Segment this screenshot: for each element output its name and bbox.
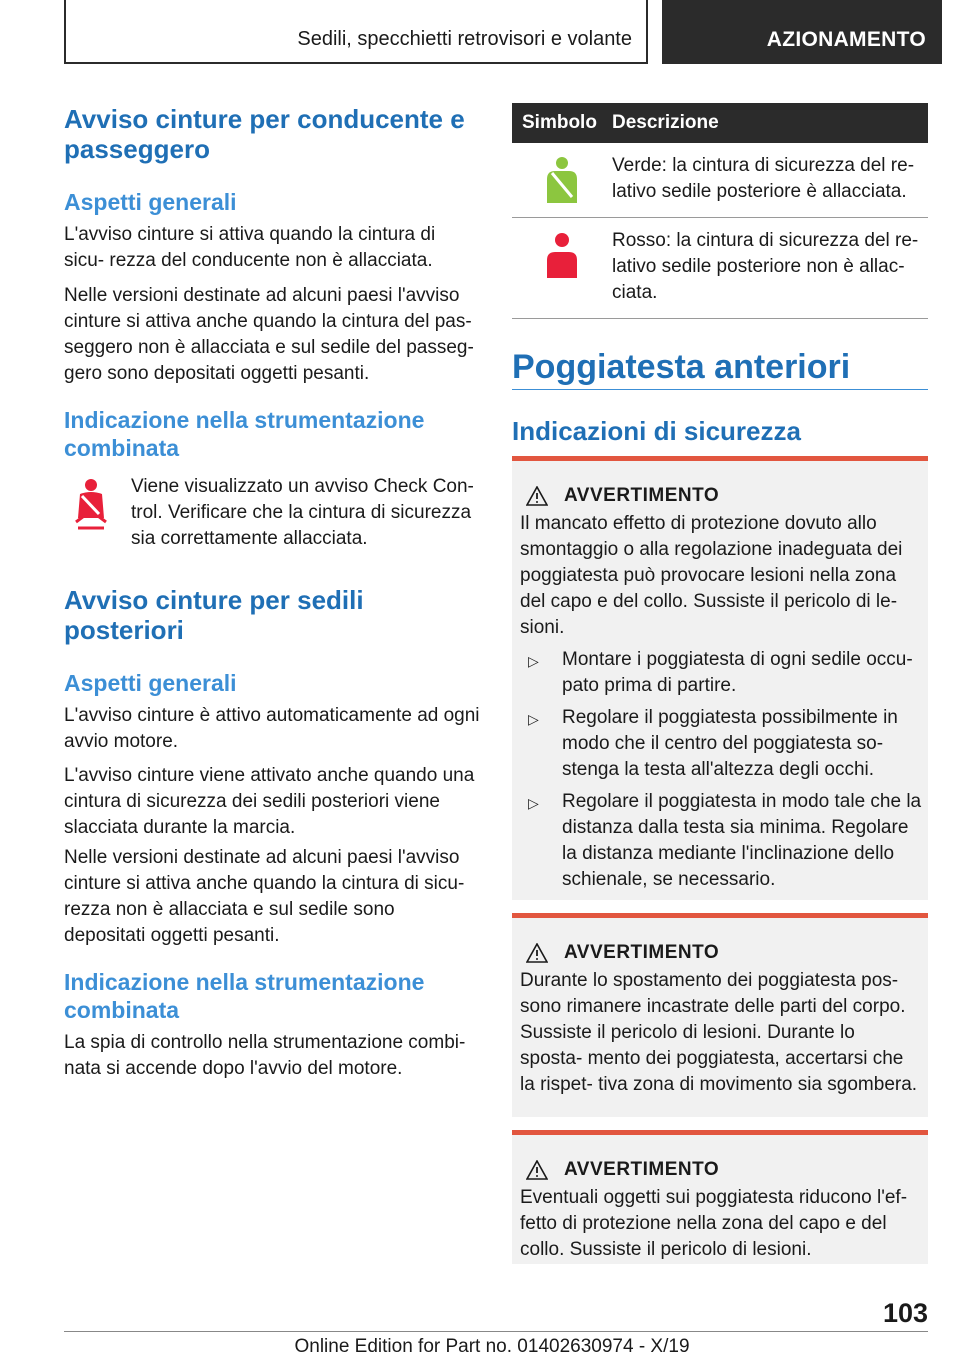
column-header-description: Descrizione: [612, 112, 719, 133]
section-heading-rear-belt: Avviso cinture per sedili posteriori: [64, 585, 364, 645]
warning-box: [512, 456, 928, 900]
warning-title: AVVERTIMENTO: [564, 485, 720, 506]
seat-occupant-red-icon: [545, 232, 579, 278]
paragraph: Nelle versioni destinate ad alcuni paesi l'avviso cinture si attiva anche quando la cintura di sicu- rezza non è allacciata e sul sedile sono depositati oggetti pesanti.: [64, 847, 465, 946]
column-header-symbol: Simbolo: [522, 112, 597, 133]
paragraph: La spia di controllo nella strumentazione combi- nata si accende dopo l'avvio del motore.: [64, 1032, 466, 1079]
subheading-safety: Indicazioni di sicurezza: [512, 416, 801, 446]
symbol-cell: [512, 218, 612, 318]
subheading-instrument-display: Indicazione nella strumentazione combinata: [64, 969, 425, 1023]
section-heading-driver-passenger-belt: Avviso cinture per conducente e passeggero: [64, 104, 465, 164]
footer-edition: Online Edition for Part no. 01402630974 - X/19: [294, 1336, 690, 1357]
list-item: [520, 705, 922, 783]
list-item-text: Regolare il poggiatesta in modo tale che la distanza dalla testa sia minima. Regolare la distanza mediante l'inclinazione dello schienale, se necessario.: [562, 791, 922, 890]
warning-title: AVVERTIMENTO: [564, 942, 720, 963]
symbol-cell: [512, 143, 612, 217]
paragraph: L'avviso cinture si attiva quando la cintura di sicu- rezza del conducente non è allacciata.: [64, 224, 436, 271]
warning-box: [512, 913, 928, 1117]
warning-text: Durante lo spostamento dei poggiatesta pos- sono rimanere incastrate delle parti del corpo. Sussiste il pericolo di lesioni. Durante lo sposta- mento dei poggiatesta, accertarsi che la rispet- tiva zona di movimento sia sgombera.: [520, 970, 918, 1095]
bullet-triangle-icon: ▷: [528, 653, 539, 669]
seat-belt-fastened-green-icon: [545, 157, 579, 203]
paragraph: Viene visualizzato un avviso Check Con- trol. Verificare che la cintura di sicurezza sia correttamente allacciata.: [131, 476, 474, 549]
chapter-title: AZIONAMENTO: [766, 28, 926, 51]
title-underline: [512, 389, 928, 390]
paragraph: L'avviso cinture viene attivato anche quando una cintura di sicurezza dei sedili posteriori viene slacciata durante la marcia.: [64, 765, 475, 838]
running-header: [64, 0, 648, 64]
subheading-general: Aspetti generali: [64, 189, 237, 215]
subheading-general: Aspetti generali: [64, 670, 237, 696]
symbol-table: [512, 103, 928, 319]
list-item-text: Regolare il poggiatesta possibilmente in modo che il centro del poggiatesta so- stenga la testa all'altezza degli occhi.: [562, 707, 898, 780]
description-cell: Rosso: la cintura di sicurezza del re- lativo sedile posteriore non è allac- ciata.: [612, 230, 919, 303]
warning-triangle-icon: [526, 943, 548, 963]
list-item-text: Montare i poggiatesta di ogni sedile occu- pato prima di partire.: [562, 649, 913, 696]
bullet-triangle-icon: ▷: [528, 795, 539, 811]
description-cell: Verde: la cintura di sicurezza del re- lativo sedile posteriore è allacciata.: [612, 155, 915, 202]
section-title: Sedili, specchietti retrovisori e volante: [297, 28, 632, 50]
warning-text: Il mancato effetto di protezione dovuto allo smontaggio o alla regolazione inadeguata dei poggiatesta può provocare lesioni nella zona del capo e del collo. Sussiste il pericolo di le- sioni.: [520, 513, 903, 638]
footer-divider: [64, 1331, 928, 1332]
table-header: [512, 103, 928, 143]
warning-title: AVVERTIMENTO: [564, 1159, 720, 1180]
list-item: [520, 647, 922, 699]
chapter-tab: [662, 0, 942, 64]
seat-belt-warning-icon: [72, 478, 110, 530]
warning-box: [512, 1130, 928, 1264]
warning-triangle-icon: [526, 486, 548, 506]
subheading-instrument-display: Indicazione nella strumentazione combinata: [64, 407, 425, 461]
table-row: [512, 143, 928, 218]
page-section-title: Poggiatesta anteriori: [512, 348, 851, 386]
page-number: 103: [882, 1298, 928, 1328]
paragraph: Nelle versioni destinate ad alcuni paesi l'avviso cinture si attiva anche quando la cintura del pas- seggero non è allacciata e sul sedile del passeg- gero sono depositati oggetti pesanti.: [64, 285, 474, 384]
table-row: [512, 218, 928, 319]
warning-text: Eventuali oggetti sui poggiatesta riducono l'ef- fetto di protezione nella zona del capo e del collo. Sussiste il pericolo di lesioni.: [520, 1187, 908, 1260]
paragraph: L'avviso cinture è attivo automaticamente ad ogni avvio motore.: [64, 705, 480, 752]
list-item: [520, 789, 922, 893]
warning-triangle-icon: [526, 1160, 548, 1180]
bullet-triangle-icon: ▷: [528, 711, 539, 727]
